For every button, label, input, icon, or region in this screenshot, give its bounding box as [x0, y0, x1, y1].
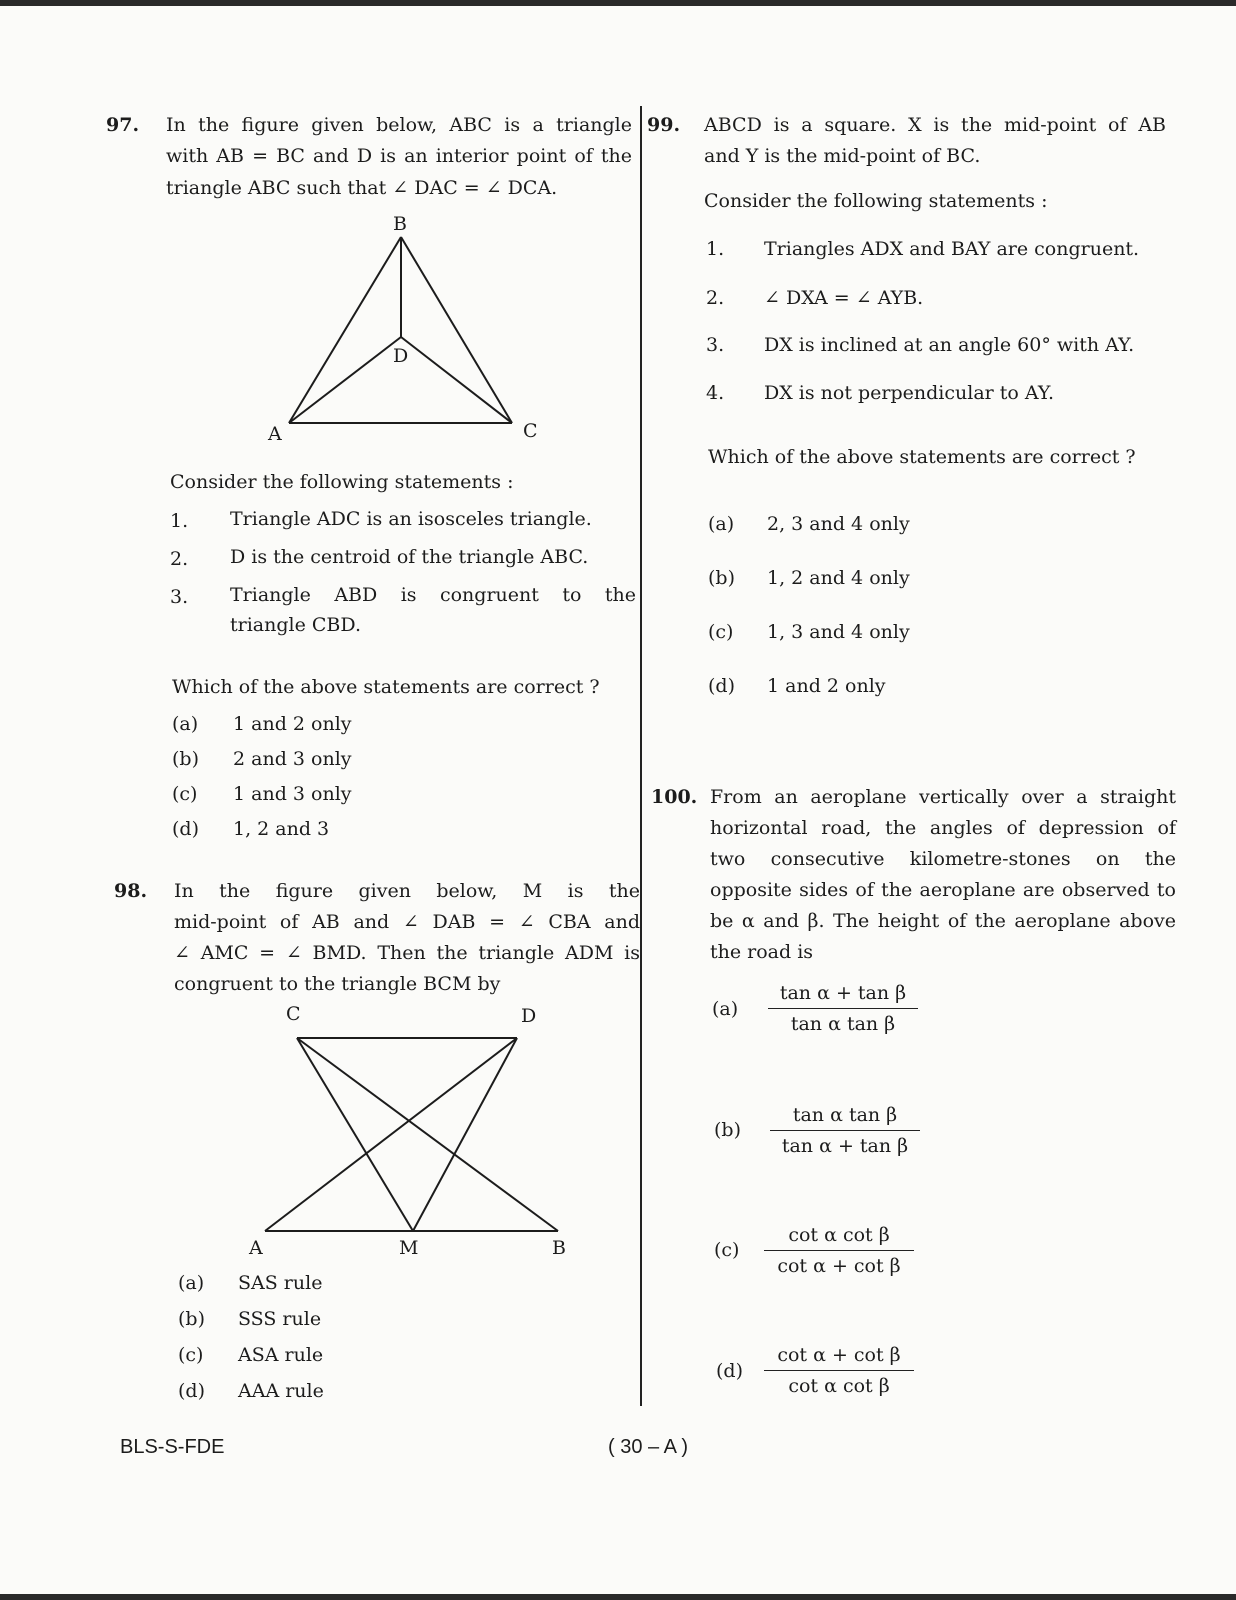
- q97-statement-2-text: D is the centroid of the triangle ABC.: [230, 546, 589, 568]
- q98-label-a: A: [249, 1237, 263, 1259]
- q97-option-a-label[interactable]: (a): [172, 713, 199, 735]
- q100-option-a-numerator: tan α + tan β: [768, 982, 918, 1009]
- q100-stem-line-6: the road is: [710, 941, 814, 963]
- q100-option-d-fraction[interactable]: [764, 1344, 914, 1397]
- q99-statement-4-text: DX is not perpendicular to AY.: [764, 382, 1054, 404]
- q98-stem-line-4: congruent to the triangle BCM by: [174, 973, 501, 995]
- q100-option-c-denominator: cot α + cot β: [777, 1255, 901, 1277]
- q100-option-d-denominator: cot α cot β: [788, 1375, 890, 1397]
- q97-label-b: B: [393, 213, 407, 235]
- q99-option-a-text[interactable]: 2, 3 and 4 only: [767, 513, 910, 535]
- q100-stem-line-5: be α and β. The height of the aeroplane above: [710, 910, 1176, 932]
- q100-option-a-label[interactable]: (a): [712, 998, 739, 1020]
- q100-option-d-label[interactable]: (d): [716, 1360, 743, 1382]
- q97-option-c-text[interactable]: 1 and 3 only: [233, 783, 352, 805]
- column-divider: [640, 106, 642, 1406]
- q100-option-c-label[interactable]: (c): [714, 1239, 740, 1261]
- q98-figure: [240, 1000, 600, 1260]
- q99-option-d-text[interactable]: 1 and 2 only: [767, 675, 886, 697]
- q100-stem-line-4: opposite sides of the aeroplane are observed to: [710, 879, 1176, 901]
- q97-statement-2-num: 2.: [170, 548, 189, 570]
- q97-number: 97.: [106, 114, 140, 136]
- q97-side-bc: [401, 237, 512, 423]
- q98-option-d-text[interactable]: AAA rule: [238, 1380, 324, 1402]
- q97-option-b-text[interactable]: 2 and 3 only: [233, 748, 352, 770]
- q98-option-d-label[interactable]: (d): [178, 1380, 205, 1402]
- q100-option-c-numerator: cot α cot β: [764, 1224, 914, 1251]
- q98-label-b: B: [552, 1237, 566, 1259]
- q98-segment-cm: [297, 1038, 413, 1231]
- q100-option-a-fraction[interactable]: [768, 982, 918, 1035]
- footer-booklet-code: BLS-S-FDE: [120, 1436, 225, 1458]
- q100-option-b-fraction[interactable]: [770, 1104, 920, 1157]
- q98-option-a-text[interactable]: SAS rule: [238, 1272, 323, 1294]
- q99-statement-1-num: 1.: [706, 238, 725, 260]
- q100-option-b-label[interactable]: (b): [714, 1119, 741, 1141]
- q98-option-b-text[interactable]: SSS rule: [238, 1308, 322, 1330]
- bottom-border: [0, 1594, 1236, 1600]
- q98-option-c-text[interactable]: ASA rule: [238, 1344, 324, 1366]
- q99-number: 99.: [647, 114, 681, 136]
- q99-stem-line-1: ABCD is a square. X is the mid-point of AB: [704, 114, 1166, 136]
- q98-option-a-label[interactable]: (a): [178, 1272, 205, 1294]
- q98-stem-line-1: In the figure given below, M is the: [174, 880, 640, 902]
- q100-stem-line-3: two consecutive kilometre-stones on the: [710, 848, 1176, 870]
- q97-label-a: A: [268, 423, 282, 445]
- q97-label-d: D: [393, 345, 409, 367]
- q97-stem-line-2: with AB = BC and D is an interior point of the: [166, 145, 632, 167]
- top-border: [0, 0, 1236, 6]
- q98-stem-line-2: mid-point of AB and ∠ DAB = ∠ CBA and: [174, 911, 640, 933]
- q97-statement-3-num: 3.: [170, 586, 189, 608]
- q100-option-b-denominator: tan α + tan β: [781, 1135, 909, 1157]
- q99-consider: Consider the following statements :: [704, 190, 1048, 212]
- q99-statement-2-text: ∠ DXA = ∠ AYB.: [764, 287, 924, 309]
- q97-option-d-label[interactable]: (d): [172, 818, 199, 840]
- q97-option-c-label[interactable]: (c): [172, 783, 198, 805]
- q97-statement-1-num: 1.: [170, 510, 189, 532]
- q100-option-a-denominator: tan α tan β: [790, 1013, 896, 1035]
- q97-question: Which of the above statements are correct ?: [172, 676, 600, 698]
- q99-option-c-label[interactable]: (c): [708, 621, 734, 643]
- q100-stem-line-2: horizontal road, the angles of depression of: [710, 817, 1176, 839]
- q99-statement-4-num: 4.: [706, 382, 725, 404]
- q100-stem-line-1: From an aeroplane vertically over a straight: [710, 786, 1176, 808]
- q98-segment-da: [265, 1038, 517, 1231]
- q97-stem-line-3: triangle ABC such that ∠ DAC = ∠ DCA.: [166, 177, 558, 199]
- q99-stem-line-2: and Y is the mid-point of BC.: [704, 145, 981, 167]
- q97-stem-line-1: In the figure given below, ABC is a triangle: [166, 114, 632, 136]
- q98-label-m: M: [399, 1237, 419, 1259]
- q97-consider: Consider the following statements :: [170, 471, 514, 493]
- q100-option-c-fraction[interactable]: [764, 1224, 914, 1277]
- q99-statement-3-text: DX is inclined at an angle 60° with AY.: [764, 334, 1135, 356]
- q97-option-a-text[interactable]: 1 and 2 only: [233, 713, 352, 735]
- q97-label-c: C: [523, 420, 538, 442]
- q98-number: 98.: [114, 880, 148, 902]
- q98-option-b-label[interactable]: (b): [178, 1308, 205, 1330]
- footer-page-number: ( 30 – A ): [608, 1436, 689, 1458]
- q99-option-a-label[interactable]: (a): [708, 513, 735, 535]
- q99-statement-3-num: 3.: [706, 334, 725, 356]
- q99-option-d-label[interactable]: (d): [708, 675, 735, 697]
- q99-statement-2-num: 2.: [706, 287, 725, 309]
- q97-option-d-text[interactable]: 1, 2 and 3: [233, 818, 330, 840]
- q98-stem-line-3: ∠ AMC = ∠ BMD. Then the triangle ADM is: [174, 942, 640, 964]
- q99-option-c-text[interactable]: 1, 3 and 4 only: [767, 621, 910, 643]
- q99-statement-1-text: Triangles ADX and BAY are congruent.: [764, 238, 1140, 260]
- q97-segment-cd: [401, 337, 512, 423]
- q100-option-d-numerator: cot α + cot β: [764, 1344, 914, 1371]
- q97-side-ab: [289, 237, 401, 423]
- q99-question: Which of the above statements are correct ?: [708, 446, 1136, 468]
- q97-triangle-figure: [250, 210, 550, 460]
- q100-number: 100.: [651, 786, 698, 808]
- q98-label-c: C: [286, 1003, 301, 1025]
- q98-option-c-label[interactable]: (c): [178, 1344, 204, 1366]
- q97-statement-1-text: Triangle ADC is an isosceles triangle.: [230, 508, 592, 530]
- q99-option-b-label[interactable]: (b): [708, 567, 735, 589]
- q97-statement-3-text-line-2: triangle CBD.: [230, 614, 361, 636]
- q97-segment-ad: [289, 337, 401, 423]
- q98-label-d: D: [521, 1005, 537, 1027]
- q100-option-b-numerator: tan α tan β: [770, 1104, 920, 1131]
- q99-option-b-text[interactable]: 1, 2 and 4 only: [767, 567, 910, 589]
- q97-option-b-label[interactable]: (b): [172, 748, 199, 770]
- q97-statement-3-text-line-1: Triangle ABD is congruent to the: [230, 584, 636, 606]
